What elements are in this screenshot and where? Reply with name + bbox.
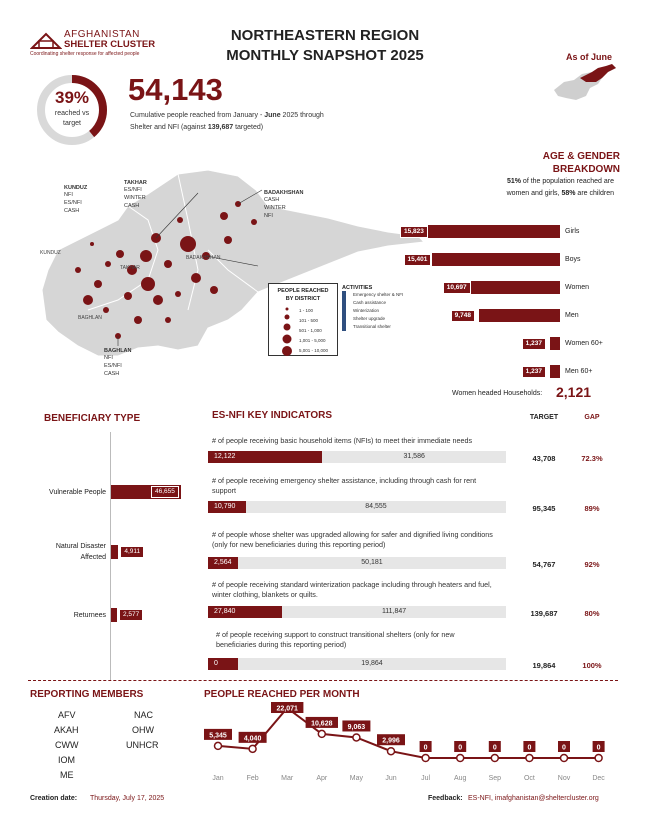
legend-size: 1 - 100 bbox=[299, 308, 314, 313]
data-point bbox=[318, 730, 325, 737]
note-pct1: 51% bbox=[506, 178, 521, 185]
desc-year: 2025 bbox=[282, 112, 299, 119]
age-gender-value: 1,237 bbox=[522, 338, 546, 350]
callout-item: NFI bbox=[104, 355, 113, 361]
desc-part2: through Shelter and NFI (against bbox=[130, 112, 324, 131]
x-tick-label: Dec bbox=[592, 775, 605, 782]
indicator-max: 50,181 bbox=[361, 559, 383, 566]
activity-item: Winterization bbox=[353, 308, 380, 313]
data-point bbox=[561, 755, 568, 762]
age-gender-value: 10,697 bbox=[443, 282, 471, 294]
indicator-target: 139,687 bbox=[530, 609, 558, 618]
callout-takhar-name: TAKHAR bbox=[124, 180, 147, 186]
data-point bbox=[388, 748, 395, 755]
age-gender-title bbox=[520, 150, 620, 176]
member: IOM bbox=[58, 755, 75, 765]
data-label: 5,345 bbox=[209, 732, 227, 740]
chart-title: PEOPLE REACHED PER MONTH bbox=[204, 689, 360, 700]
callout-item: ES/NFI bbox=[64, 200, 82, 206]
map-label: TAKHAR bbox=[120, 265, 140, 271]
indicator-target: 19,864 bbox=[532, 661, 556, 670]
callout-item: NFI bbox=[264, 213, 273, 219]
map-legend-sizes bbox=[268, 283, 338, 356]
legend-size: 5,001 - 10,000 bbox=[299, 348, 329, 353]
callout-item: CASH bbox=[64, 208, 80, 214]
age-gender-title-line2: BREAKDOWN bbox=[552, 164, 620, 175]
age-gender-bar bbox=[471, 281, 560, 294]
indicator-reached: 2,564 bbox=[214, 559, 232, 566]
data-label: 0 bbox=[423, 744, 428, 752]
indicator-reached: 27,840 bbox=[214, 608, 236, 615]
member: UNHCR bbox=[126, 740, 159, 750]
indicator-gap: 80% bbox=[584, 609, 600, 618]
callout-item: WINTER bbox=[124, 195, 146, 201]
beneficiary-value: 2,577 bbox=[119, 609, 143, 621]
activity-item: Cash assistance bbox=[353, 300, 387, 305]
creation-value: Thursday, July 17, 2025 bbox=[90, 795, 165, 802]
activity-item: Transitional shelter bbox=[353, 324, 391, 329]
callout-item: CASH bbox=[264, 197, 280, 203]
callout-baghlan-name: BAGHLAN bbox=[104, 348, 132, 354]
data-label: 9,063 bbox=[347, 723, 366, 731]
data-label: 0 bbox=[458, 744, 463, 752]
x-tick-label: Aug bbox=[453, 775, 467, 782]
x-tick-label: Nov bbox=[557, 775, 571, 782]
data-label: 0 bbox=[596, 744, 601, 752]
age-gender-value: 1,237 bbox=[522, 366, 546, 378]
age-gender-label: Women bbox=[565, 284, 589, 291]
percent-caption: reached vs target bbox=[54, 110, 90, 127]
afghanistan-locator-map bbox=[550, 62, 620, 104]
beneficiary-title: BENEFICIARY TYPE bbox=[44, 413, 141, 424]
map-label: BADAKHSHAN bbox=[186, 255, 221, 261]
legend-size: 501 - 1,000 bbox=[299, 328, 322, 333]
activities-title: ACTIVITIES bbox=[342, 285, 373, 291]
member: NAC bbox=[134, 710, 154, 720]
age-gender-label: Men 60+ bbox=[565, 368, 593, 375]
map-legend-title: PEOPLE REACHED BY DISTRICT bbox=[277, 288, 329, 302]
indicator-text: # of people receiving basic household items (NFIs) to meet their immediate needs bbox=[212, 436, 473, 445]
map-legend-activities bbox=[342, 285, 412, 331]
callout-item: ES/NFI bbox=[124, 187, 142, 193]
age-gender-label: Men bbox=[565, 312, 579, 319]
data-label: 2,996 bbox=[382, 737, 400, 745]
age-gender-label: Boys bbox=[565, 256, 581, 263]
as-of-label: As of June bbox=[566, 52, 613, 62]
desc-target: 139,687 bbox=[207, 124, 234, 131]
indicator-max: 84,555 bbox=[365, 503, 387, 510]
separator bbox=[28, 680, 618, 681]
indicator-reached: 12,122 bbox=[214, 453, 236, 460]
house-logo-icon bbox=[30, 30, 62, 50]
data-point bbox=[215, 742, 222, 749]
member: AKAH bbox=[54, 725, 79, 735]
data-point bbox=[457, 755, 464, 762]
gap-header: GAP bbox=[584, 414, 600, 421]
logo-tagline: Coordinating shelter response for affected people bbox=[30, 51, 140, 57]
target-header: TARGET bbox=[529, 414, 559, 421]
age-gender-label: Girls bbox=[565, 228, 580, 235]
note-text1: of the population reached are women and girls, bbox=[506, 178, 614, 197]
member: ME bbox=[60, 770, 74, 780]
x-tick-label: Mar bbox=[281, 775, 294, 782]
data-label: 0 bbox=[492, 744, 497, 752]
x-tick-label: Sep bbox=[488, 775, 502, 782]
x-tick-label: May bbox=[349, 775, 364, 782]
desc-part3: targeted) bbox=[235, 124, 264, 131]
legend-size: 1,001 - 5,000 bbox=[299, 338, 326, 343]
note-text2: are children bbox=[577, 190, 614, 197]
callout-item: NFI bbox=[64, 192, 73, 198]
summary-description bbox=[130, 110, 340, 134]
indicator-text: # of people receiving emergency shelter assistance, including through cash for rent support bbox=[212, 476, 477, 495]
desc-month: June bbox=[264, 112, 281, 119]
x-tick-label: Jul bbox=[421, 775, 431, 782]
indicator-text: # of people receiving standard winterization package including through heaters and fuel, winter clothing, blankets or quilts. bbox=[212, 580, 492, 599]
indicator-target: 43,708 bbox=[532, 454, 556, 463]
callout-item: CASH bbox=[104, 371, 120, 377]
data-point bbox=[595, 755, 602, 762]
activity-item: Shelter upgrade bbox=[353, 316, 386, 321]
data-point bbox=[249, 745, 256, 752]
member: AFV bbox=[58, 710, 76, 720]
callout-baghlan bbox=[104, 348, 150, 378]
whh-label: Women headed Households: bbox=[452, 390, 543, 397]
indicator-gap: 72.3% bbox=[581, 454, 603, 463]
data-label: 0 bbox=[562, 744, 566, 752]
total-reached: 54,143 bbox=[128, 72, 223, 107]
data-label: 0 bbox=[527, 744, 532, 752]
creation-label: Creation date: bbox=[30, 795, 78, 802]
callout-item: ES/NFI bbox=[104, 363, 122, 369]
x-tick-label: Apr bbox=[316, 775, 328, 782]
indicator-gap: 92% bbox=[584, 560, 600, 569]
indicator-text: # of people whose shelter was upgraded allowing for safer and dignified living conditions (only for new beneficiaries during this reporting period) bbox=[212, 530, 493, 549]
beneficiary-bar bbox=[111, 608, 117, 622]
activity-item: Emergency shelter & NFI bbox=[353, 292, 404, 297]
x-tick-label: Oct bbox=[523, 775, 535, 782]
callout-kunduz-items bbox=[64, 191, 110, 215]
data-label: 4,040 bbox=[243, 735, 262, 743]
age-gender-title-line1: AGE & GENDER bbox=[542, 151, 620, 162]
indicator-reached: 10,790 bbox=[214, 503, 236, 510]
callout-kunduz-name: KUNDUZ bbox=[64, 185, 88, 191]
legend-circles bbox=[277, 306, 297, 356]
legend-size-labels bbox=[299, 306, 328, 356]
x-tick-label: Jan bbox=[212, 775, 224, 782]
map-label: BAGHLAN bbox=[78, 315, 102, 321]
note-pct2: 58% bbox=[561, 190, 576, 197]
indicator-reached: 0 bbox=[214, 660, 218, 667]
percent-value: 39% bbox=[54, 88, 90, 107]
callout-item: CASH bbox=[124, 203, 140, 209]
data-point bbox=[422, 755, 429, 762]
logo-line2: SHELTER CLUSTER bbox=[64, 39, 156, 50]
people-per-month-chart bbox=[200, 700, 620, 790]
callout-badakhshan bbox=[264, 190, 310, 220]
indicator-target: 95,345 bbox=[532, 504, 556, 513]
member: OHW bbox=[132, 725, 154, 735]
age-gender-bar bbox=[479, 309, 560, 322]
callout-item: WINTER bbox=[264, 205, 286, 211]
age-gender-bar bbox=[550, 365, 560, 378]
callout-badakhshan-name: BADAKHSHAN bbox=[264, 190, 304, 196]
beneficiary-label: Returnees bbox=[73, 612, 106, 619]
page-title bbox=[190, 26, 460, 66]
indicator-max: 111,847 bbox=[381, 608, 407, 615]
indicator-gap: 89% bbox=[584, 504, 600, 513]
feedback-value: ES-NFI, imafghanistan@sheltercluster.org bbox=[468, 795, 599, 802]
desc-part1: Cumulative people reached from January - bbox=[130, 112, 263, 119]
data-label: 22,071 bbox=[276, 705, 298, 713]
indicator-max: 31,586 bbox=[403, 453, 425, 460]
feedback-label: Feedback: bbox=[428, 795, 463, 802]
age-gender-value: 15,823 bbox=[400, 226, 428, 238]
indicators-title: ES-NFI KEY INDICATORS bbox=[212, 410, 333, 421]
beneficiary-value: 46,655 bbox=[151, 486, 179, 498]
logo bbox=[30, 28, 160, 62]
age-gender-bar bbox=[428, 225, 560, 238]
legend-size: 101 - 500 bbox=[299, 318, 319, 323]
age-gender-bar bbox=[432, 253, 560, 266]
beneficiary-bar bbox=[111, 545, 118, 559]
age-gender-value: 9,748 bbox=[451, 310, 475, 322]
indicator-text: # of people receiving support to construct transitional shelters (only for new beneficiaries during this reporting period) bbox=[216, 630, 455, 649]
beneficiary-label: Vulnerable People bbox=[49, 489, 106, 496]
age-gender-label: Women 60+ bbox=[565, 340, 603, 347]
map-label: KUNDUZ bbox=[40, 250, 61, 256]
indicator-gap: 100% bbox=[582, 661, 602, 670]
member: CWW bbox=[55, 740, 79, 750]
beneficiary-label: Natural Disaster Affected bbox=[55, 543, 106, 561]
x-tick-label: Jun bbox=[385, 775, 397, 782]
age-gender-bar bbox=[550, 337, 560, 350]
callout-kunduz bbox=[64, 185, 110, 215]
whh-value: 2,121 bbox=[556, 384, 592, 400]
activity-list bbox=[342, 291, 412, 331]
logo-line1: AFGHANISTAN bbox=[64, 29, 140, 40]
title-line2: MONTHLY SNAPSHOT 2025 bbox=[226, 47, 424, 64]
data-point bbox=[526, 755, 533, 762]
x-tick-label: Feb bbox=[246, 775, 259, 782]
members-title: REPORTING MEMBERS bbox=[30, 689, 144, 700]
callout-takhar bbox=[124, 180, 170, 210]
title-line1: NORTHEASTERN REGION bbox=[230, 27, 420, 44]
data-point bbox=[491, 755, 498, 762]
data-label: 10,628 bbox=[311, 720, 333, 728]
series-line bbox=[218, 705, 599, 758]
data-point bbox=[353, 734, 360, 741]
beneficiary-value: 4,911 bbox=[120, 546, 144, 558]
age-gender-value: 15,401 bbox=[404, 254, 432, 266]
age-gender-note bbox=[488, 176, 614, 200]
indicator-target: 54,767 bbox=[532, 560, 556, 569]
indicator-max: 19,864 bbox=[361, 660, 383, 667]
